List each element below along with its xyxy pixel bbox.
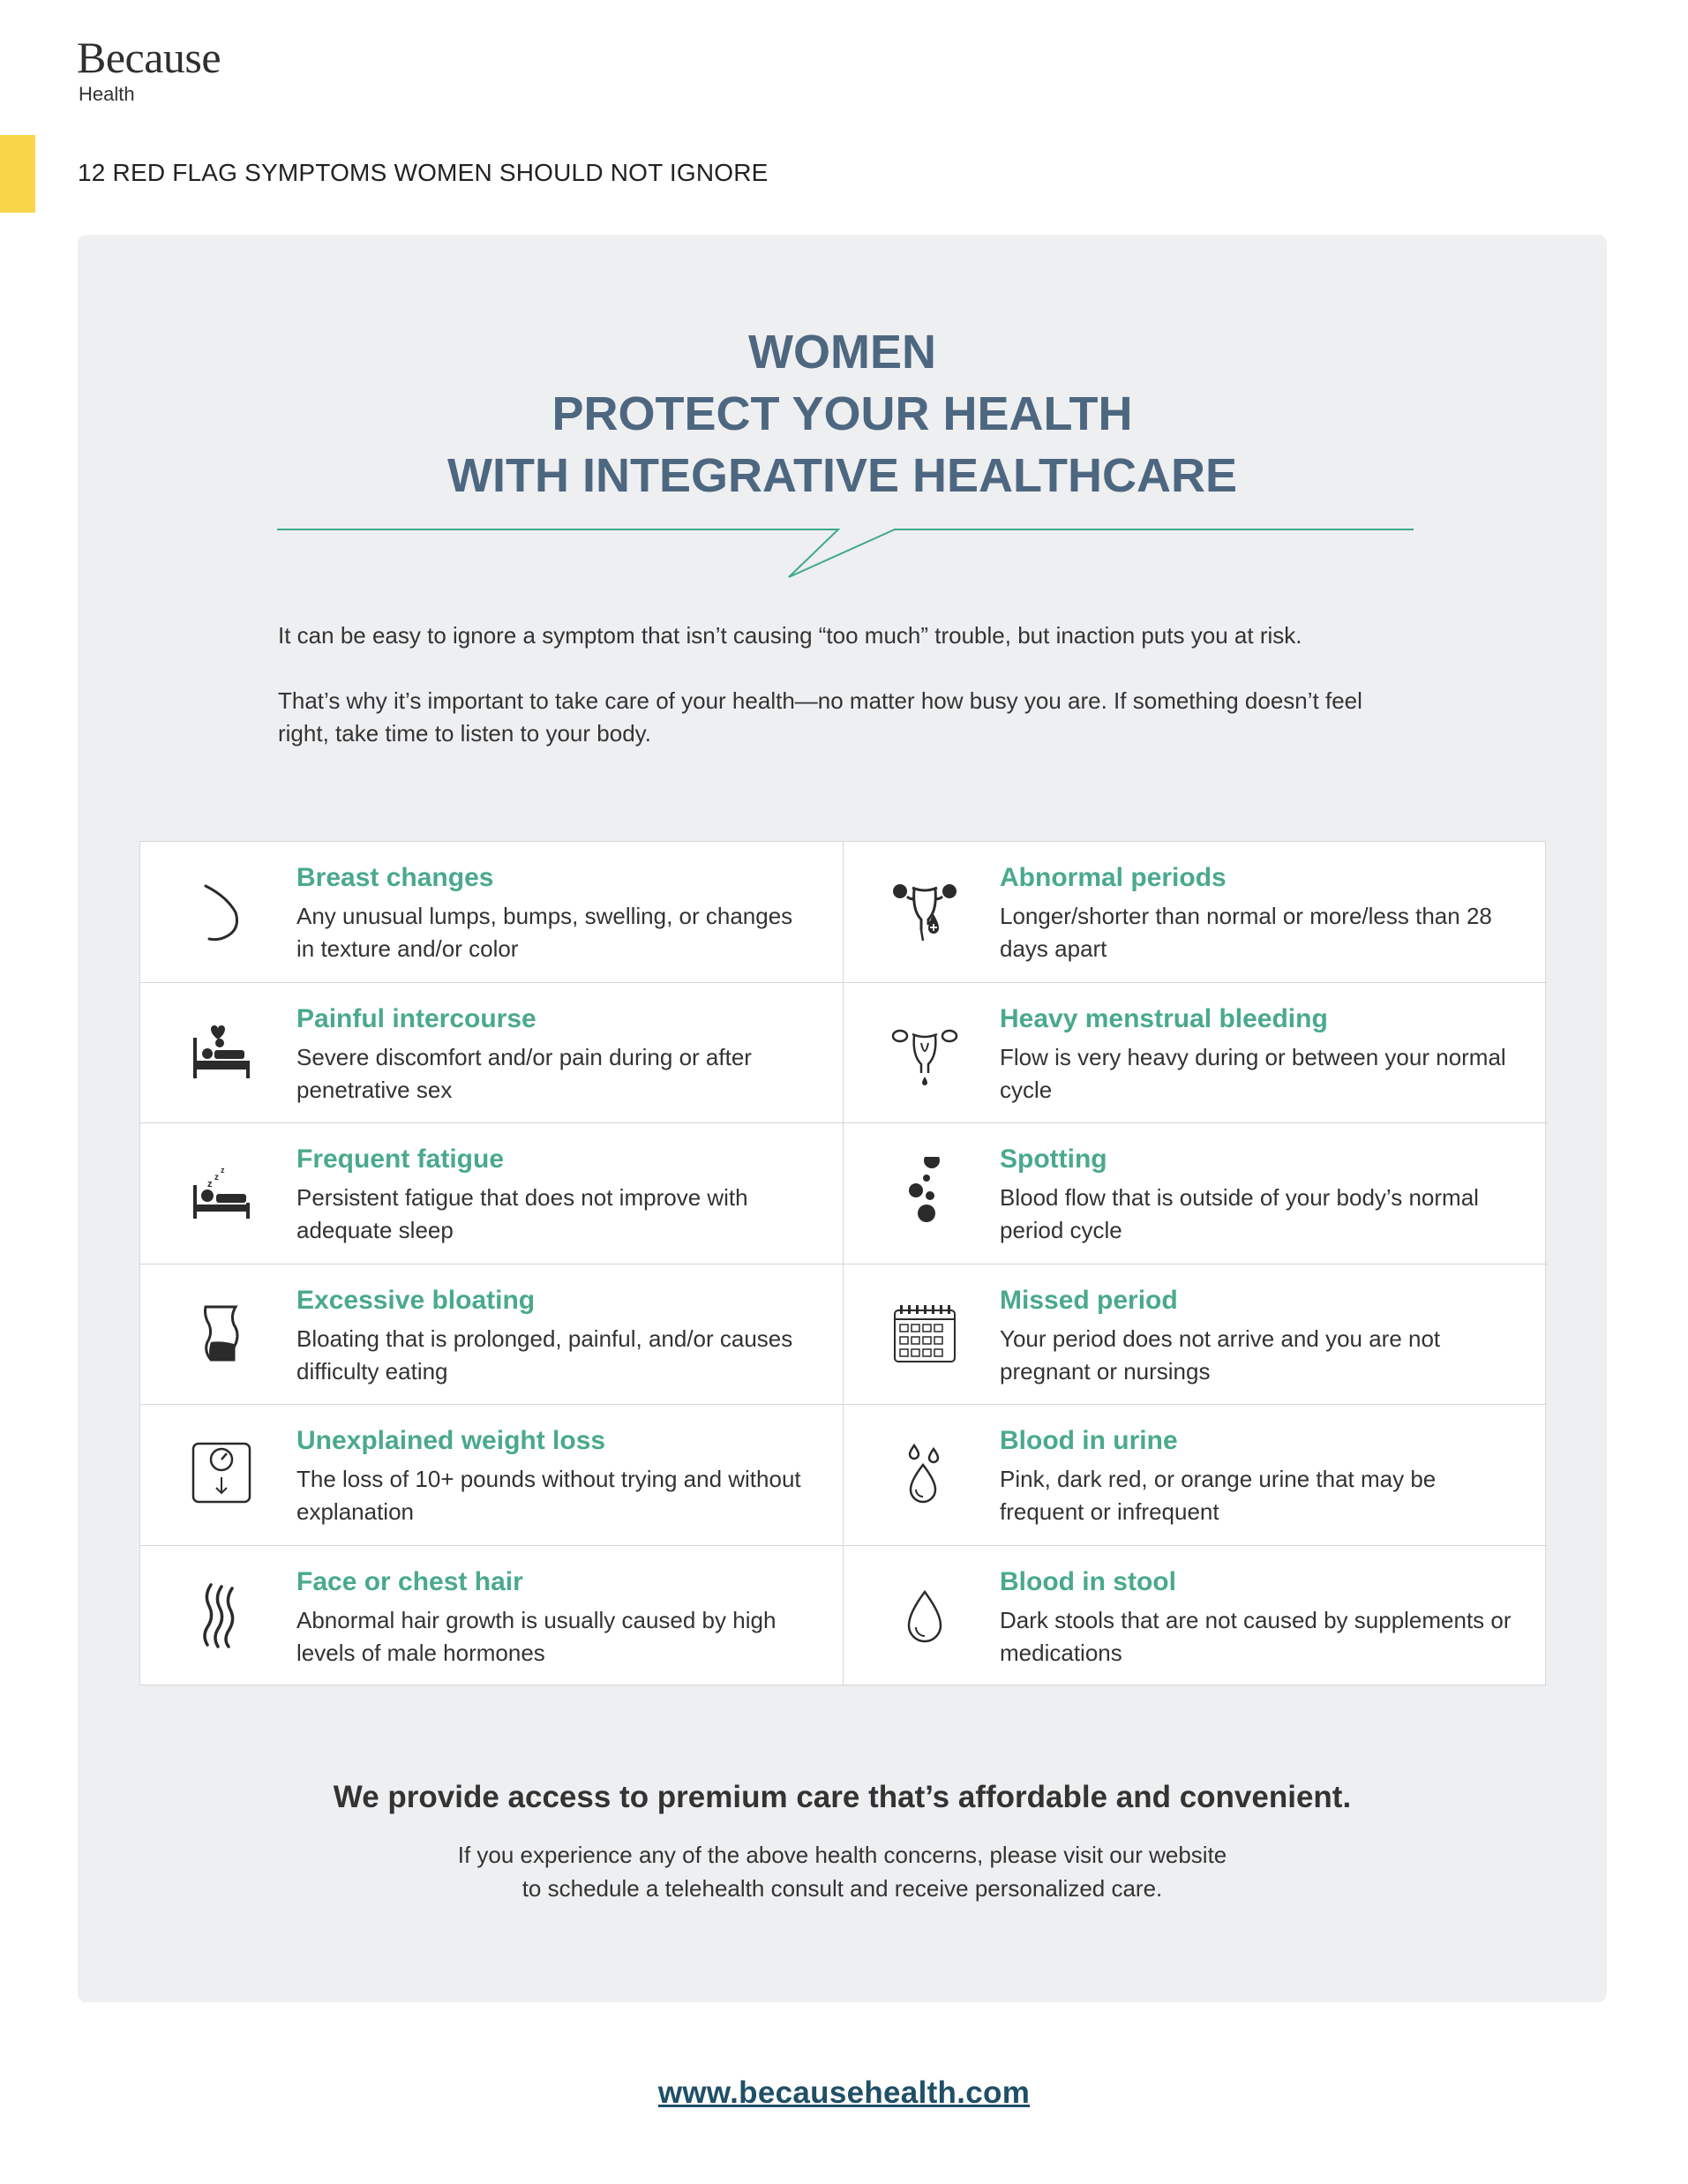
symptom-description: Dark stools that are not caused by supplements or medications bbox=[1000, 1606, 1512, 1666]
brand-logo bbox=[77, 35, 221, 106]
title-line: WOMEN bbox=[748, 326, 936, 379]
symptom-description: Severe discomfort and/or pain during or after penetrative sex bbox=[296, 1043, 752, 1103]
symptom-card bbox=[140, 1546, 844, 1687]
symptom-title: Breast changes bbox=[296, 863, 494, 892]
symptom-card bbox=[140, 1123, 844, 1265]
intro-text bbox=[278, 619, 1416, 750]
symptom-title: Excessive bloating bbox=[296, 1285, 536, 1315]
symptom-title: Missed period bbox=[1000, 1285, 1178, 1315]
main-title bbox=[78, 321, 1607, 507]
symptom-card bbox=[844, 842, 1547, 983]
cta-line: to schedule a telehealth consult and receive personalized care. bbox=[521, 1875, 1163, 1902]
accent-bar bbox=[0, 135, 35, 213]
symptom-description: Blood flow that is outside of your body’s normal period cycle bbox=[1000, 1184, 1479, 1243]
header-label: 12 RED FLAG SYMPTOMS WOMEN SHOULD NOT IGNORE bbox=[78, 159, 769, 186]
symptom-description: Your period does not arrive and you are not pregnant or nursings bbox=[1000, 1325, 1441, 1385]
symptom-title: Blood in urine bbox=[1000, 1426, 1178, 1455]
symptom-title: Painful intercourse bbox=[296, 1003, 536, 1033]
symptom-description: Persistent fatigue that does not improve with adequate sleep bbox=[296, 1184, 748, 1243]
cta-line: If you experience any of the above health concerns, please visit our website bbox=[457, 1842, 1227, 1868]
title-line: WITH INTEGRATIVE HEALTHCARE bbox=[447, 449, 1237, 502]
drop-icon bbox=[889, 1580, 960, 1650]
uterus-blood-drop-icon bbox=[889, 875, 960, 946]
brand-subtitle: Health bbox=[79, 83, 135, 105]
symptom-title: Spotting bbox=[1000, 1145, 1107, 1174]
symptom-card bbox=[844, 1405, 1547, 1546]
symptom-description: Longer/shorter than normal or more/less than 28 days apart bbox=[1000, 903, 1492, 962]
svg-text:z: z bbox=[221, 1166, 225, 1175]
hair-icon bbox=[186, 1580, 257, 1650]
symptom-card bbox=[140, 983, 844, 1124]
symptom-title: Frequent fatigue bbox=[296, 1145, 505, 1174]
svg-text:z: z bbox=[214, 1173, 219, 1182]
symptom-description: Any unusual lumps, bumps, swelling, or changes in texture and/or color bbox=[296, 903, 793, 962]
symptom-card bbox=[140, 842, 844, 983]
symptom-title: Blood in stool bbox=[1000, 1566, 1176, 1596]
symptom-card bbox=[844, 1123, 1547, 1265]
symptom-title: Unexplained weight loss bbox=[296, 1426, 606, 1455]
symptom-title: Heavy menstrual bleeding bbox=[1000, 1003, 1328, 1033]
cta-body bbox=[78, 1838, 1607, 1905]
breast-icon bbox=[186, 875, 257, 946]
svg-text:z: z bbox=[207, 1179, 213, 1190]
uterus-icon bbox=[889, 1017, 960, 1087]
droplets-icon bbox=[889, 1438, 960, 1509]
speech-bubble-divider bbox=[277, 517, 1415, 588]
symptom-card bbox=[140, 1405, 844, 1546]
dots-icon bbox=[889, 1157, 960, 1227]
content-panel bbox=[78, 235, 1607, 2002]
bloated-belly-icon bbox=[186, 1298, 257, 1369]
symptom-title: Abnormal periods bbox=[1000, 863, 1227, 892]
symptom-description: Abnormal hair growth is usually caused by high levels of male hormones bbox=[296, 1606, 776, 1666]
symptom-description: The loss of 10+ pounds without trying and without explanation bbox=[296, 1466, 801, 1525]
symptom-title: Face or chest hair bbox=[296, 1566, 523, 1596]
calendar-icon bbox=[889, 1298, 960, 1369]
symptom-card bbox=[844, 1265, 1547, 1406]
sleeping-bed-icon bbox=[186, 1157, 257, 1227]
symptom-card bbox=[844, 983, 1547, 1124]
cta-heading: We provide access to premium care that’s affordable and convenient. bbox=[333, 1780, 1352, 1814]
symptom-card bbox=[140, 1265, 844, 1406]
symptom-description: Bloating that is prolonged, painful, and/or causes difficulty eating bbox=[296, 1325, 793, 1385]
symptom-card bbox=[844, 1546, 1547, 1687]
website-link[interactable]: www.becausehealth.com bbox=[657, 2075, 1031, 2110]
symptom-description: Pink, dark red, or orange urine that may be frequent or infrequent bbox=[1000, 1466, 1437, 1525]
symptom-description: Flow is very heavy during or between your normal cycle bbox=[1000, 1043, 1506, 1103]
brand-name: Because bbox=[77, 33, 221, 82]
scale-icon bbox=[186, 1438, 257, 1509]
title-line: PROTECT YOUR HEALTH bbox=[551, 387, 1133, 440]
bed-heart-icon bbox=[186, 1017, 257, 1087]
intro-paragraph: It can be easy to ignore a symptom that isn’t causing “too much” trouble, but inaction puts you at risk. bbox=[278, 622, 1302, 649]
intro-paragraph: That’s why it’s important to take care of your health—no matter how busy you are. If something doesn’t feel right, take time to listen to your body. bbox=[278, 687, 1362, 747]
symptom-grid bbox=[139, 841, 1546, 1685]
